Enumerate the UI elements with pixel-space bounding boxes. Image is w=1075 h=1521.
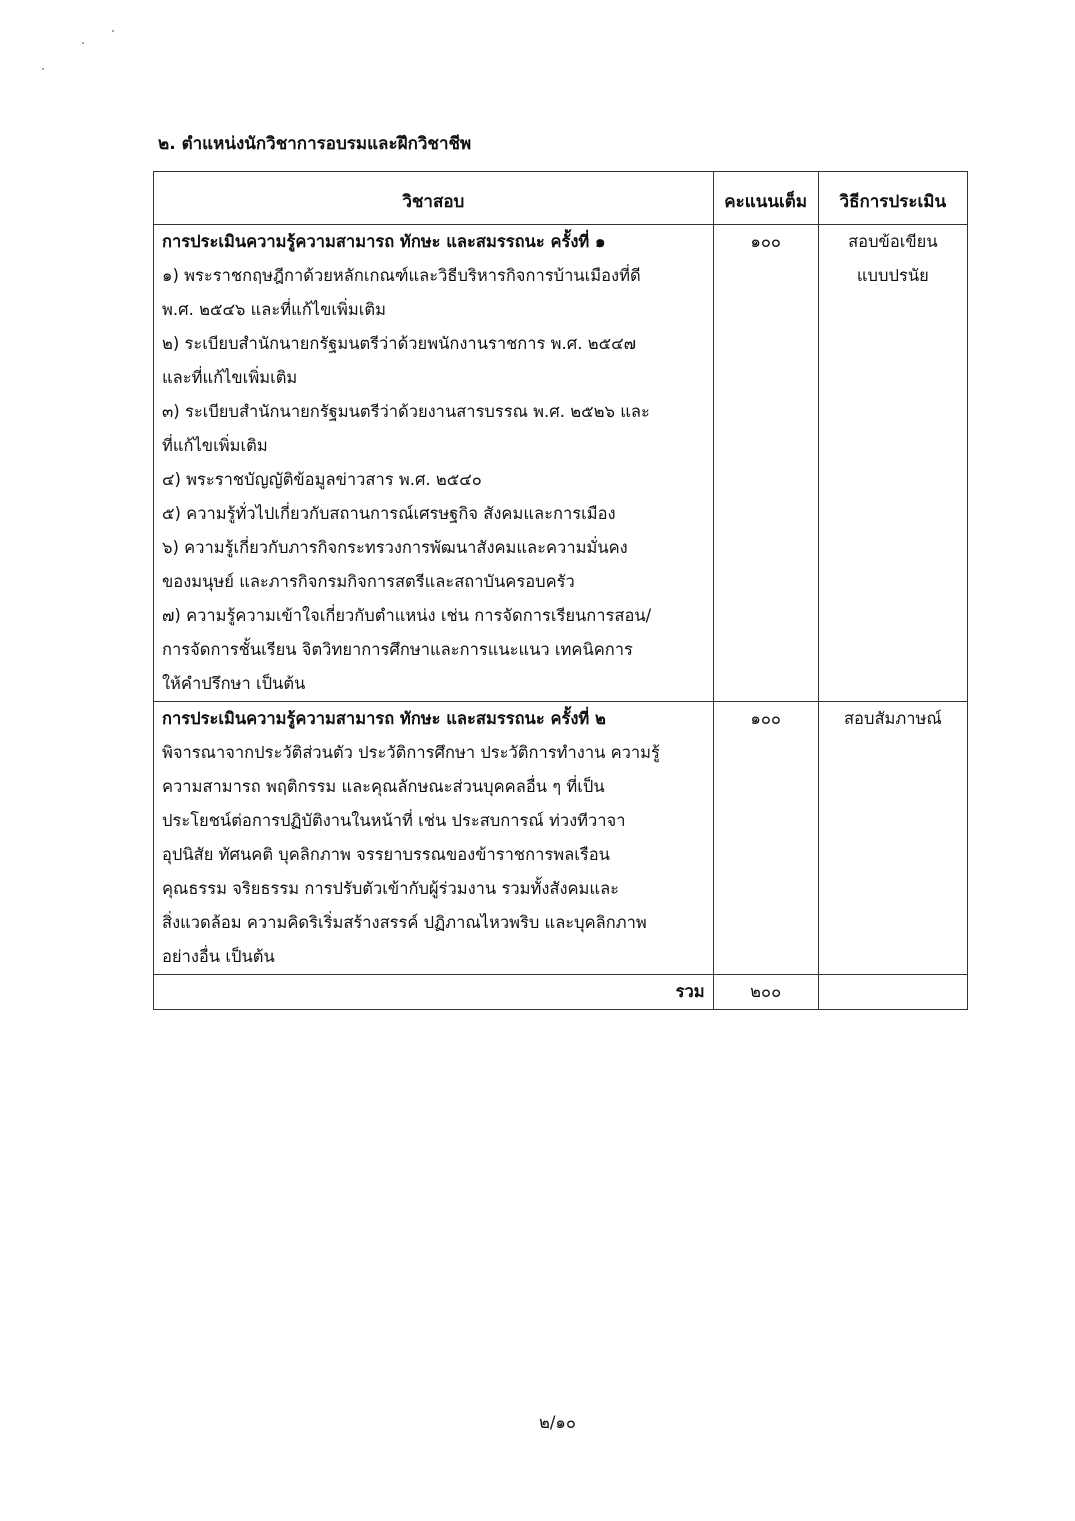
total-row (154, 975, 968, 1010)
scan-speck (42, 68, 44, 70)
method-text: สอบข้อเขียน (848, 232, 938, 251)
subject-line: ๔) พระราชบัญญัติข้อมูลข่าวสาร พ.ศ. ๒๕๔๐ (162, 470, 482, 489)
subject-line: ๓) ระเบียบสำนักนายกรัฐมนตรีว่าด้วยงานสารบรรณ พ.ศ. ๒๕๒๖ และ (162, 402, 650, 421)
subject-line: ๒) ระเบียบสำนักนายกรัฐมนตรีว่าด้วยพนักงานราชการ พ.ศ. ๒๕๔๗ (162, 334, 637, 353)
method-text: สอบสัมภาษณ์ (843, 709, 942, 728)
score-cell: ๑๐๐ (713, 702, 818, 975)
total-label: รวม (154, 975, 714, 1010)
total-method-empty (818, 975, 967, 1010)
header-method: วิธีการประเมิน (818, 172, 967, 225)
assessment-heading-2: การประเมินความรู้ความสามารถ ทักษะ และสมรรถนะ ครั้งที่ ๒ (162, 709, 606, 728)
method-cell (818, 702, 967, 975)
subject-line: ของมนุษย์ และภารกิจกรมกิจการสตรีและสถาบันครอบครัว (162, 572, 575, 591)
subject-line: ๕) ความรู้ทั่วไปเกี่ยวกับสถานการณ์เศรษฐกิจ สังคมและการเมือง (162, 504, 616, 523)
table-row (154, 702, 968, 975)
subject-line: ๗) ความรู้ความเข้าใจเกี่ยวกับตำแหน่ง เช่น การจัดการเรียนการสอน/ (162, 606, 652, 625)
method-text: แบบปรนัย (856, 266, 929, 285)
subject-line: พิจารณาจากประวัติส่วนตัว ประวัติการศึกษา ประวัติการทำงาน ความรู้ (162, 743, 660, 762)
method-cell (818, 225, 967, 702)
exam-table (153, 171, 968, 1010)
section-title: ๒. ตำแหน่งนักวิชาการอบรมและฝึกวิชาชีพ (158, 134, 472, 154)
total-score: ๒๐๐ (713, 975, 818, 1010)
subject-line: ความสามารถ พฤติกรรม และคุณลักษณะส่วนบุคคลอื่น ๆ ที่เป็น (162, 777, 605, 796)
subject-line: ๑) พระราชกฤษฎีกาด้วยหลักเกณฑ์และวิธีบริหารกิจการบ้านเมืองที่ดี (162, 266, 641, 285)
subject-cell (154, 225, 714, 702)
subject-line: พ.ศ. ๒๕๔๖ และที่แก้ไขเพิ่มเติม (162, 300, 386, 319)
subject-line: อย่างอื่น เป็นต้น (162, 947, 275, 966)
table-header-row (154, 172, 968, 225)
subject-line: การจัดการชั้นเรียน จิตวิทยาการศึกษาและการแนะแนว เทคนิคการ (162, 640, 633, 659)
subject-cell (154, 702, 714, 975)
subject-line: ให้คำปรึกษา เป็นต้น (162, 674, 306, 693)
page-number: ๒/๑๐ (539, 1413, 576, 1432)
subject-line: สิ่งแวดล้อม ความคิดริเริ่มสร้างสรรค์ ปฏิภาณไหวพริบ และบุคลิกภาพ (162, 913, 647, 932)
assessment-heading-1: การประเมินความรู้ความสามารถ ทักษะ และสมรรถนะ ครั้งที่ ๑ (162, 232, 606, 251)
subject-line: และที่แก้ไขเพิ่มเติม (162, 368, 298, 387)
score-cell: ๑๐๐ (713, 225, 818, 702)
subject-line: อุปนิสัย ทัศนคติ บุคลิกภาพ จรรยาบรรณของข้าราชการพลเรือน (162, 845, 610, 864)
header-full-score: คะแนนเต็ม (713, 172, 818, 225)
scan-speck (112, 30, 114, 32)
subject-line: ประโยชน์ต่อการปฏิบัติงานในหน้าที่ เช่น ประสบการณ์ ท่วงทีวาจา (162, 811, 626, 830)
scan-speck (82, 42, 84, 44)
subject-line: ที่แก้ไขเพิ่มเติม (162, 436, 268, 455)
subject-line: ๖) ความรู้เกี่ยวกับภารกิจกระทรวงการพัฒนาสังคมและความมั่นคง (162, 538, 628, 557)
header-subject: วิชาสอบ (154, 172, 714, 225)
subject-line: คุณธรรม จริยธรรม การปรับตัวเข้ากับผู้ร่วมงาน รวมทั้งสังคมและ (162, 879, 620, 898)
table-row (154, 225, 968, 702)
